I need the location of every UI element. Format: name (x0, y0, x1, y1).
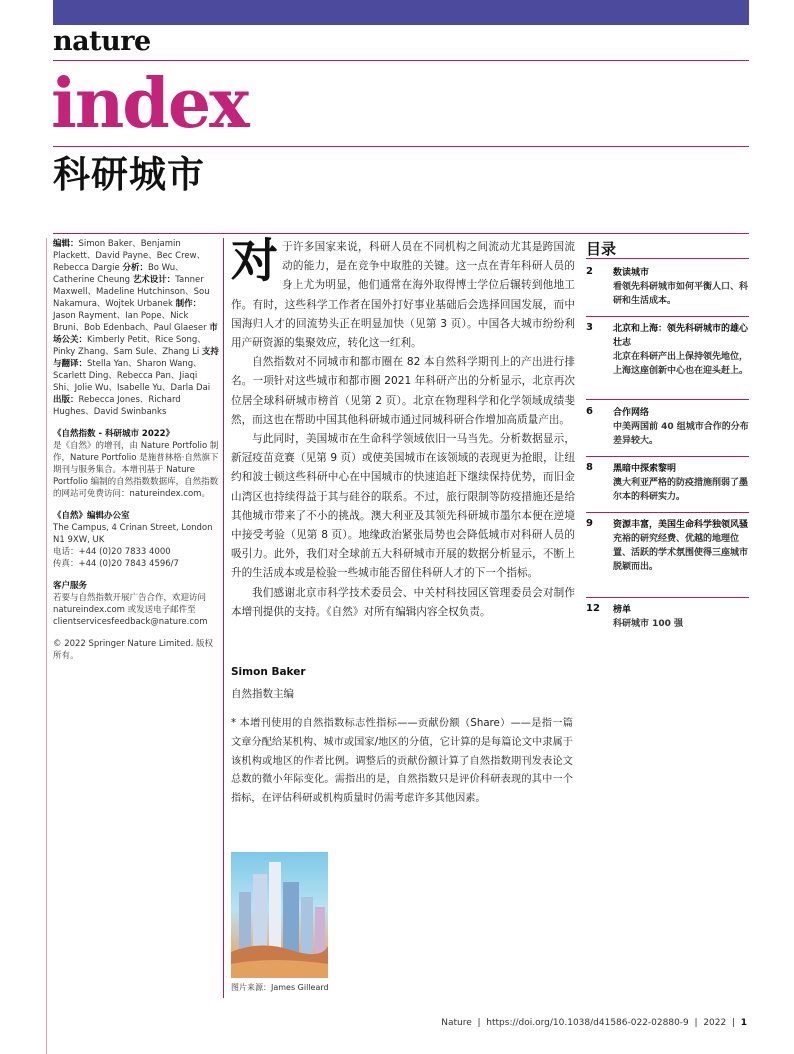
left-margin-line (46, 238, 47, 1054)
toc-page-number: 12 (586, 603, 600, 614)
toc-entry: 资源丰富，美国生命科学独领风骚 充裕的研究经费、优越的地理位置、活跃的学术氛围使得三座城市脱颖而出。 (613, 520, 749, 572)
paragraph-3: 与此同时，美国城市在生命科学领域依旧一马当先。分析数据显示，新冠疫苗竞赛（见第 9 页）或使美国城市在该领域的表现更为抢眼，让纽约和波士顿这些科研中心在中国城市的快速追赶下继续保持优势，而旧金山湾区也持续得益于其与硅谷的联系。不过，旅行限制等防疫措施还是给其他城市带来了不小的挑战。澳大利亚及其领先科研城市墨尔本便在逆境中接受考验（见第 8 页）。地缘政治紧张局势也会降低城市对科研人员的吸引力。此外，我们对全球前五大科研城市开展的数据分析显示，不断上升的生活成本或是检验一些城市能否留住科研人才的下一个指标。 (231, 433, 575, 580)
city-illustration (231, 852, 328, 978)
toc-item[interactable] (586, 462, 749, 510)
footnote: * 本增刊使用的自然指数标志性指标——贡献份额（Share）——是指一篇文章分配给某机构、城市或国家/地区的分值，它计算的是每篇论文中隶属于该机构或地区的作者比例。调整后的贡献份额计算了自然指数期刊发表论文总数的微小年际变化。需指出的是，自然指数只是评价科研表现的其中一个指标，在评估科研或机构质量时仍需考虑许多其他因素。 (231, 718, 573, 805)
header-rule (53, 60, 749, 61)
about-title: 《自然指数 - 科研城市 2022》 (53, 429, 175, 439)
page-number: 1 (740, 1018, 747, 1028)
signature-role: 自然指数主编 (231, 688, 294, 700)
toc-entry: 合作网络 中美两国前 40 组城市合作的分布差异较大。 (613, 408, 749, 446)
toc-rule (586, 316, 749, 317)
content-top-rule (53, 233, 749, 234)
toc-item[interactable] (586, 406, 749, 454)
toc-item[interactable] (586, 322, 749, 396)
index-title: index (51, 64, 248, 144)
toc-page-number: 6 (586, 406, 593, 417)
column-divider (223, 238, 224, 998)
toc-page-number: 8 (586, 462, 593, 473)
office-title: 《自然》编辑办公室 (53, 511, 130, 521)
toc-page-number: 3 (586, 322, 593, 333)
toc-rule (586, 512, 749, 513)
toc-page-number: 2 (586, 266, 593, 277)
footer-doi[interactable]: https://doi.org/10.1038/d41586-022-02880-9 (486, 1018, 689, 1028)
credits-column (53, 238, 221, 672)
title-rule (53, 146, 749, 147)
top-color-bar (53, 0, 749, 25)
paragraph-2: 自然指数对不同城市和都市圈在 82 本自然科学期刊上的产出进行排名。一项针对这些城市和都市圈 2021 年科研产出的分析显示，北京再次位居全球科研城市榜首（见第 2 页）。北京在物理科学和化学领域成绩斐然，而这也在帮助中国其他科研城市通过同城科研合作增加高质量产出。 (231, 356, 575, 426)
toc-entry: 榜单 科研城市 100 强 (613, 605, 684, 629)
paragraph-4: 我们感谢北京市科学技术委员会、中关村科技园区管理委员会对制作本增刊提供的支持。《自然》对所有编辑内容全权负责。 (231, 586, 575, 618)
toc-rule (586, 456, 749, 457)
toc-rule (586, 399, 749, 400)
editorial-body (231, 234, 575, 622)
service-text: 若要与自然指数开展广告合作，欢迎访问 natureindex.com 或发送电子邮件至 clientservicesfeedback@nature.com (53, 593, 208, 627)
toc-entry: 黑暗中探索黎明 澳大利亚严格的防疫措施削弱了墨尔本的科研实力。 (613, 464, 749, 502)
about-block (53, 428, 221, 500)
paragraph-1: 对于许多国家来说，科研人员在不同机构之间流动尤其是跨国流动的能力，是在竞争中取胜的关键。这一点在青年科研人员的身上尤为明显，他们通常在海外取得博士学位后辗转到他地工作。有时，这些科学工作者在国外打好事业基础后会选择回国发展，而中国海归人才的回流势头正在明显加快（见第 3 页）。中国各大城市纷纷利用产研资源的集聚效应，转化这一红利。 (231, 234, 575, 350)
nature-logo: nature (53, 26, 151, 57)
credits-block: 编辑：Simon Baker、Benjamin Plackett、David Payne、Bec Crew、Rebecca Dargie 分析：Bo Wu、Catherine Cheung 艺术设计：Tanner Maxwell、Madeline Hutchinson、Sou Nakamura、Wojtek Urbanek 制作：Jason Rayment、Ian Pope、Nick Bruni、Bob Edenbach、Paul Glaeser 市场公关：Kimberly Petit、Rice Song、Pinky Zhang、Sam Sule、Zhang Li 支持与翻译：Stella Yan、Sharon Wang、Scarlett Ding、Rebecca Pan、Jiaqi Shi、Jolie Wu、Isabelle Yu、Darla Dai 出版：Rebecca Jones、Richard Hughes、David Swinbanks (53, 239, 219, 417)
page-footer: Nature | https://doi.org/10.1038/d41586-022-02880-9 | 2022 | 1 (441, 1018, 747, 1028)
toc-item[interactable] (586, 266, 749, 314)
toc-rule (586, 258, 749, 259)
footer-year: 2022 (703, 1018, 727, 1028)
toc-entry: 数读城市 看领先科研城市如何平衡人口、科研和生活成本。 (613, 268, 749, 306)
service-block (53, 580, 221, 628)
copyright: © 2022 Springer Nature Limited. 版权所有。 (53, 639, 214, 661)
service-title: 客户服务 (53, 581, 88, 591)
drop-cap: 对 (231, 234, 278, 289)
page-title: 科研城市 (53, 153, 205, 196)
toc-rule (586, 597, 749, 598)
toc-heading: 目录 (586, 240, 617, 258)
office-block: 《自然》编辑办公室 The Campus, 4 Crinan Street, London N1 9XW, UK 电话：+44 (0)20 7833 4000 传真：+44 (0)20 7843 4596/7 (53, 511, 213, 569)
image-caption: 图片来源：James Gilleard (231, 983, 329, 992)
about-text: 是《自然》的增刊，由 Nature Portfolio 制作，Nature Portfolio 是施普林格·自然旗下期刊与服务集合。本增刊基于 Nature Portfolio 编制的自然指数数据库，自然指数的网站可免费访问：natureindex.com。 (53, 441, 219, 499)
footer-journal: Nature (441, 1018, 472, 1028)
city-skyline-image (231, 852, 328, 978)
toc-page-number: 9 (586, 518, 593, 529)
toc-item[interactable] (586, 603, 749, 633)
toc-entry: 北京和上海：领先科研城市的雄心壮志 北京在科研产出上保持领先地位，上海这座创新中心也在迎头赶上。 (613, 324, 749, 376)
toc-item[interactable] (586, 518, 749, 594)
signature-name: Simon Baker (231, 666, 306, 678)
